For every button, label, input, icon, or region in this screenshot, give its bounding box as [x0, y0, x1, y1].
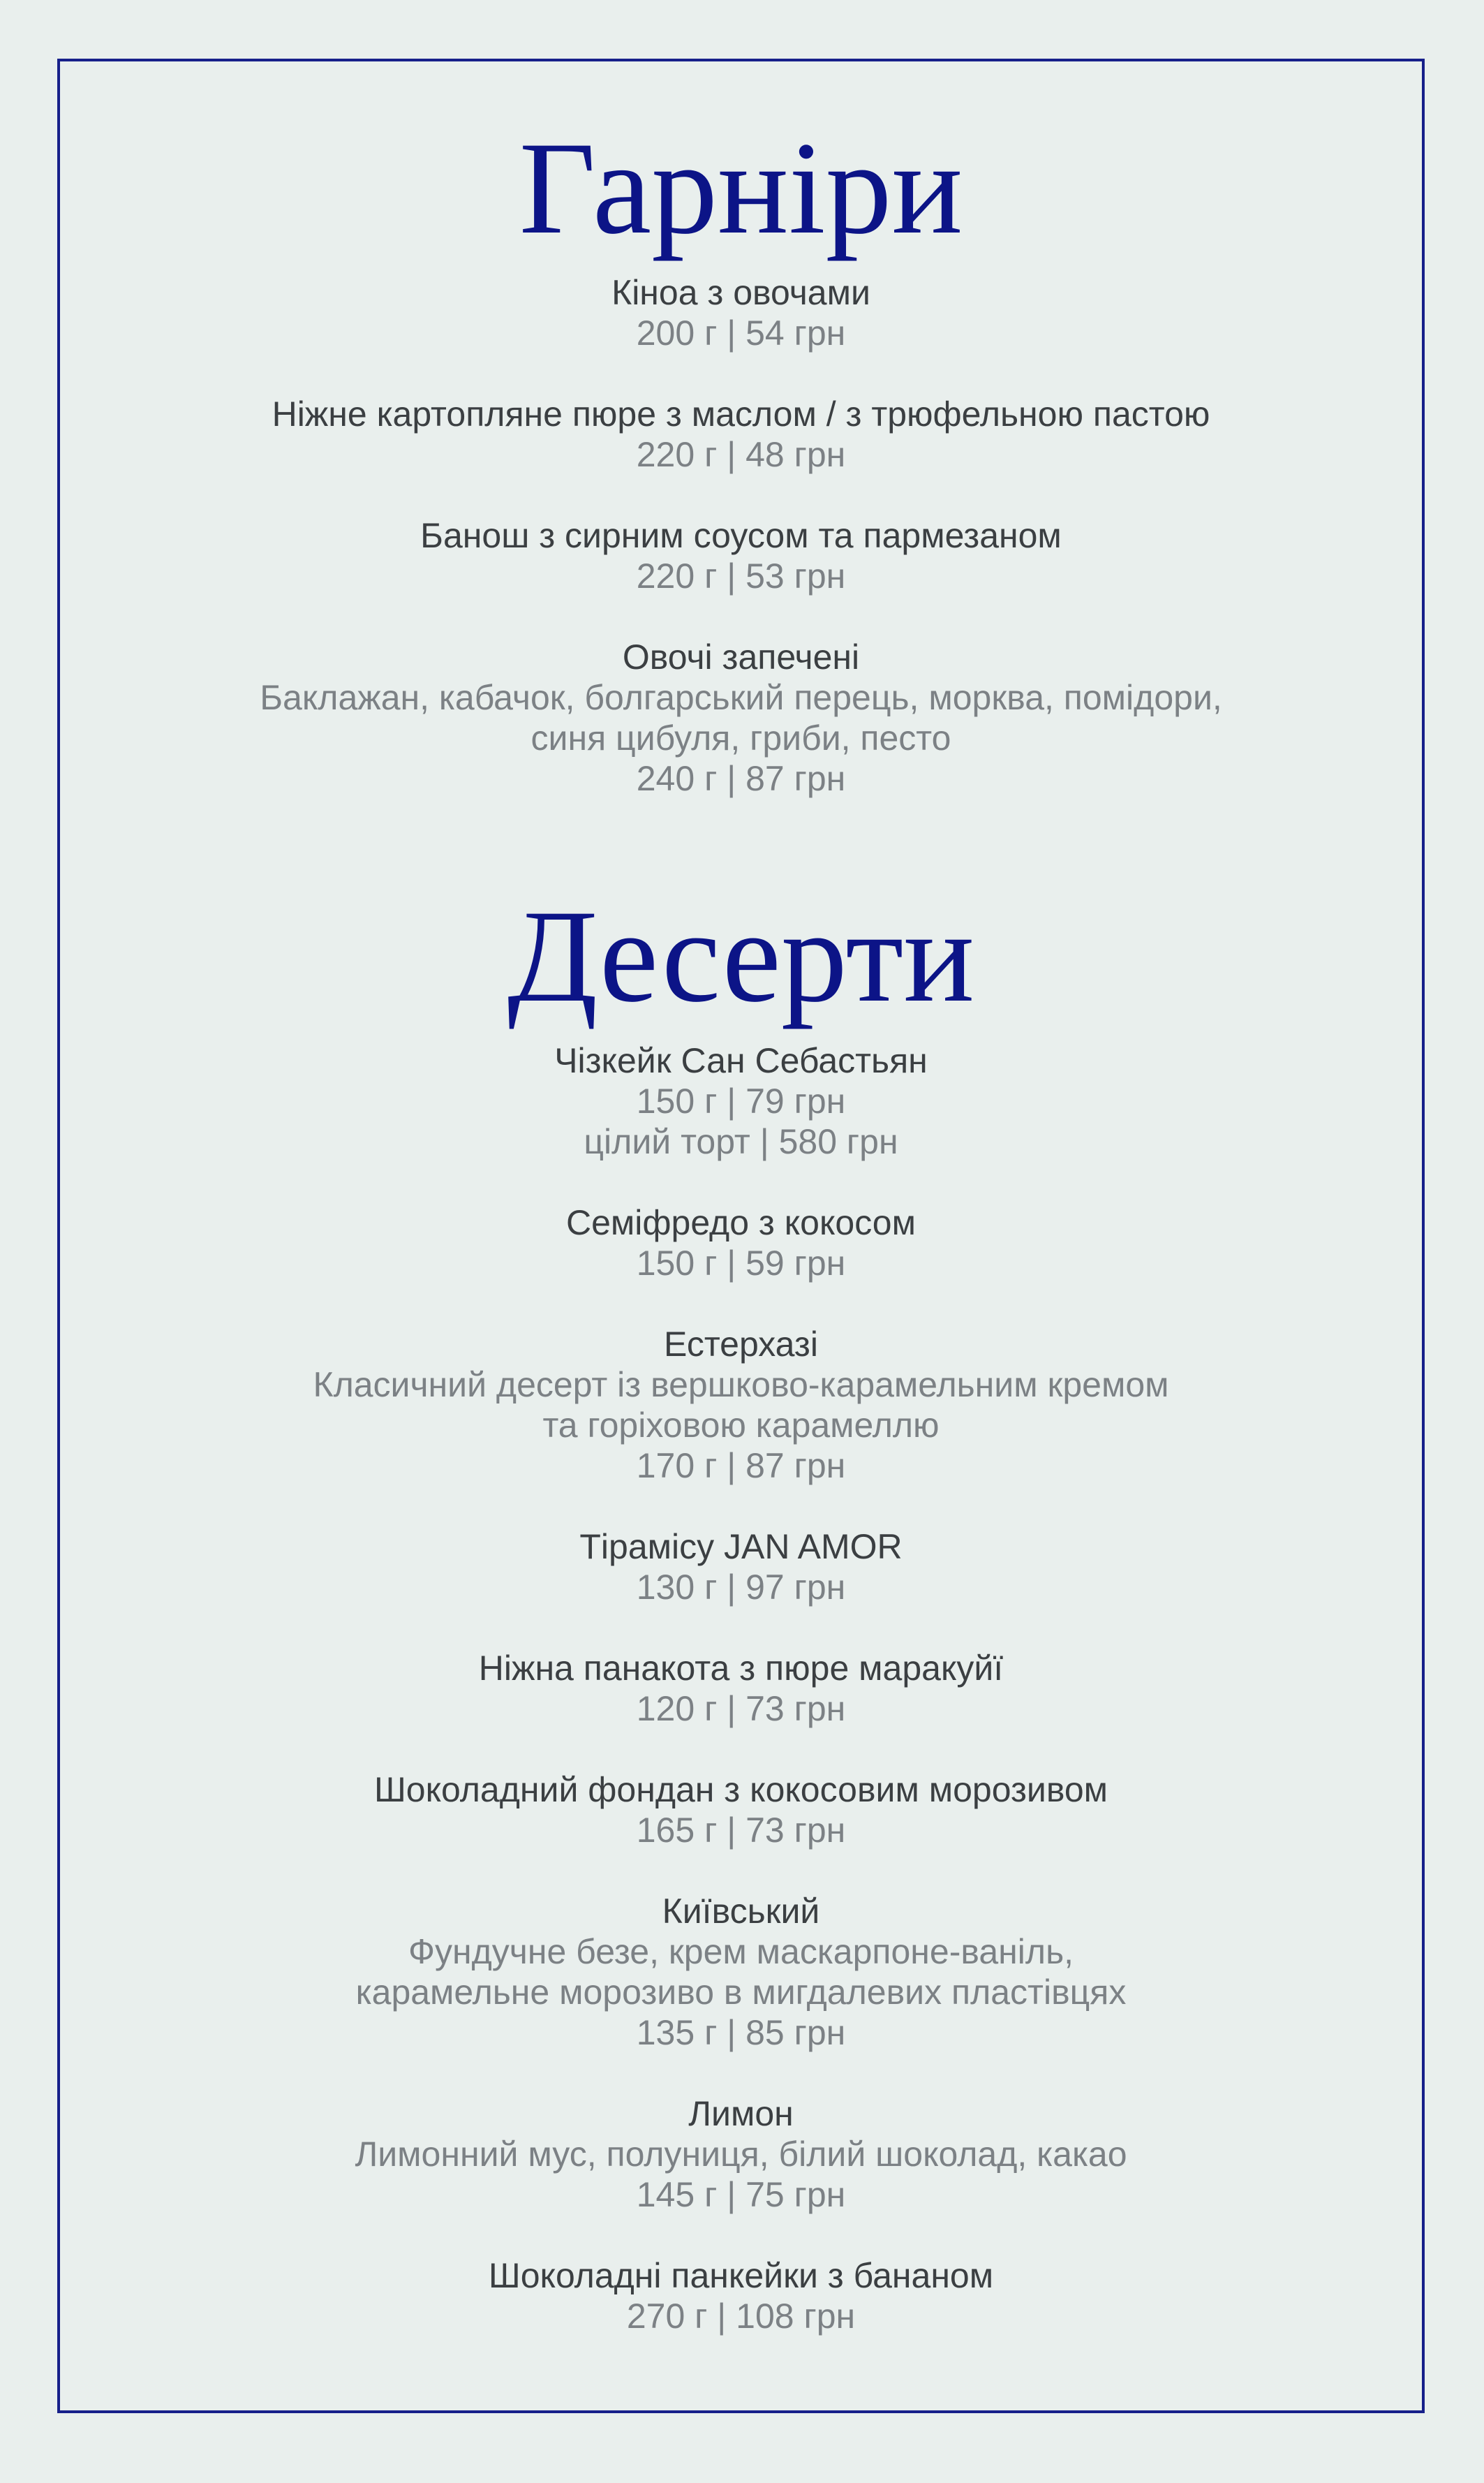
menu-item-name: Ніжне картопляне пюре з маслом / з трюфельною пастою: [272, 395, 1210, 434]
menu-item-name: Овочі запечені: [622, 638, 860, 677]
desserts-heading: Десерти: [507, 883, 975, 1030]
menu-item-description: Класичний десерт із вершково-карамельним кремом: [313, 1365, 1169, 1404]
menu-item-price: 240 г | 87 грн: [636, 759, 846, 798]
menu-item-price: 200 г | 54 грн: [636, 314, 846, 353]
menu-item-price: 270 г | 108 грн: [626, 2297, 856, 2336]
menu-item-price: 220 г | 48 грн: [636, 435, 846, 474]
menu-item-description: та горіховою карамеллю: [542, 1406, 940, 1445]
menu-item: [57, 1324, 1425, 1486]
menu-item-name: Естерхазі: [664, 1325, 818, 1364]
menu-item: [57, 272, 1425, 353]
garnish-heading: Гарніри: [519, 115, 963, 262]
menu-item: [57, 637, 1425, 799]
menu-item-name: Лимон: [688, 2094, 794, 2133]
menu-item: [57, 1526, 1425, 1607]
menu-item-description: синя цибуля, гриби, песто: [530, 719, 951, 758]
menu-item-price: 135 г | 85 грн: [636, 2013, 846, 2052]
menu-item-description: Баклажан, кабачок, болгарський перець, морква, помідори,: [260, 678, 1222, 717]
desserts-section: [57, 880, 1425, 2377]
menu-item-price: 145 г | 75 грн: [636, 2175, 846, 2214]
menu-item-name: Кіноа з овочами: [611, 273, 870, 312]
menu-item-name: Шоколадні панкейки з бананом: [488, 2256, 994, 2295]
menu-item: [57, 2255, 1425, 2336]
menu-item-name: Ніжна панакота з пюре маракуйї: [478, 1649, 1004, 1688]
garnish-section: [57, 112, 1425, 839]
menu-item-price: 170 г | 87 грн: [636, 1446, 846, 1485]
menu-item: [57, 1202, 1425, 1283]
menu-item-price: 165 г | 73 грн: [636, 1811, 846, 1850]
menu-item-description: Лимонний мус, полуниця, білий шоколад, какао: [355, 2135, 1127, 2174]
menu-item-name: Шоколадний фондан з кокосовим морозивом: [373, 1770, 1108, 1809]
menu-item-price: 150 г | 79 грн: [636, 1082, 846, 1121]
menu-item-price: 150 г | 59 грн: [636, 1244, 846, 1283]
menu-item-price: 130 г | 97 грн: [636, 1568, 846, 1607]
menu-item-name: Банош з сирним соусом та пармезаном: [420, 516, 1062, 555]
menu-item: [57, 2093, 1425, 2215]
menu-item-price: 120 г | 73 грн: [636, 1689, 846, 1728]
menu-item-name: Тірамісу JAN AMOR: [579, 1527, 903, 1566]
menu-item-name: Чізкейк Сан Себастьян: [554, 1041, 928, 1080]
menu-item-price: цілий торт | 580 грн: [584, 1122, 898, 1161]
desserts-items: [57, 1040, 1425, 2336]
menu-item-name: Київський: [662, 1892, 820, 1931]
menu-item-name: Семіфредо з кокосом: [566, 1203, 916, 1242]
menu-item: [57, 1040, 1425, 1162]
menu-item: [57, 1769, 1425, 1850]
menu-item-price: 220 г | 53 грн: [636, 557, 846, 596]
menu-item: [57, 1891, 1425, 2053]
menu-item: [57, 394, 1425, 475]
menu-item-description: карамельне морозиво в мигдалевих пластівцях: [355, 1973, 1127, 2012]
menu-item: [57, 515, 1425, 596]
garnish-items: [57, 272, 1425, 799]
menu-item-description: Фундучне безе, крем маскарпоне-ваніль,: [408, 1932, 1074, 1971]
menu-item: [57, 1648, 1425, 1729]
